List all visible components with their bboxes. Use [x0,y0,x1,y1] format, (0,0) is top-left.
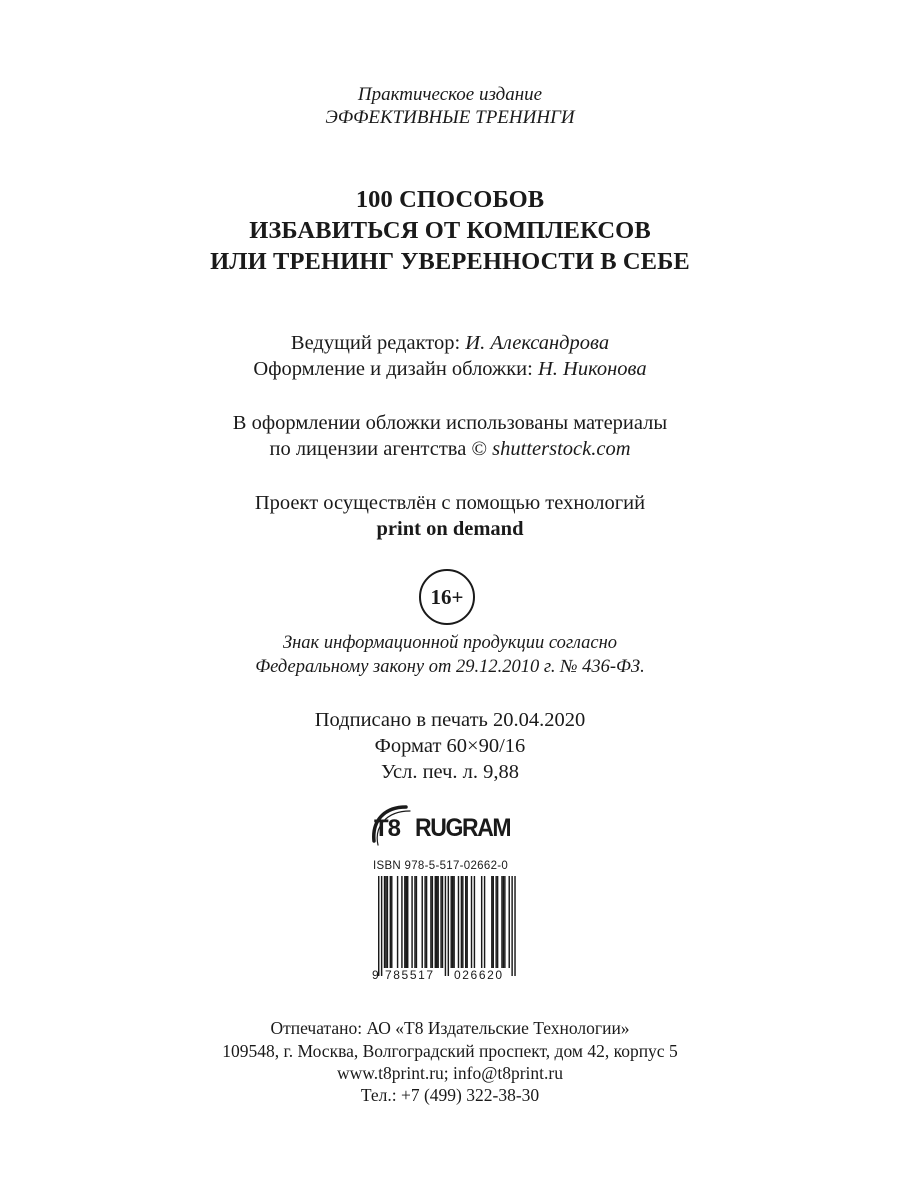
barcode-bar [471,876,472,968]
series-name: ЭФФЕКТИВНЫЕ ТРЕНИНГИ [325,107,575,128]
barcode-bar [511,876,512,976]
barcode-bar [437,876,438,968]
barcode-bar [466,876,467,968]
barcode-bar [503,876,504,968]
barcode-bar [435,876,436,968]
barcode-bar [493,876,494,968]
barcode-bar [462,876,463,968]
barcode-bar [407,876,408,968]
age-notice-line-1: Знак информационной продукции согласно [282,633,618,653]
format-info: Формат 60×90/16 [374,735,526,757]
barcode-bar [448,876,449,976]
imprint-printer: Отпечатано: АО «Т8 Издательские Технологии» [270,1018,630,1038]
license-source: shutterstock.com [492,438,631,460]
license-line-2 [0,438,900,461]
t8-rugram-logo [370,803,530,851]
license-line-1: В оформлении обложки использованы материалы [232,412,668,434]
barcode-bar [411,876,412,968]
isbn-barcode [378,876,528,980]
barcode-bar [484,876,485,968]
barcode-bar [451,876,452,968]
isbn-label: ISBN 978-5-517-02662-0 [373,860,509,872]
barcode-bar [495,876,496,968]
barcode-bar [391,876,392,968]
design-credit [0,358,900,381]
barcode-bar [390,876,391,968]
barcode-bar [430,876,431,968]
barcode-bar [436,876,437,968]
imprint-address: 109548, г. Москва, Волгоградский проспект, дом 42, корпус 5 [222,1041,678,1061]
barcode-bar [445,876,446,976]
project-line-2: print on demand [376,518,524,540]
design-label: Оформление и дизайн обложки: [253,358,533,380]
print-sheets: Усл. печ. л. 9,88 [380,761,520,783]
logo-mark: T8 [374,815,401,842]
barcode-bar [424,876,425,968]
book-title-line-3: ИЛИ ТРЕНИНГ УВЕРЕННОСТИ В СЕБЕ [210,248,690,275]
age-rating-badge: 16+ [419,569,475,625]
barcode-bar [385,876,386,968]
book-title-line-1: 100 СПОСОБОВ [355,186,545,213]
barcode-bar [384,876,385,968]
barcode-bar [404,876,405,968]
barcode-bar [440,876,441,968]
editor-label: Ведущий редактор: [290,332,461,354]
barcode-digit-first: 9 [372,968,381,982]
logo-name: RUGRAM [415,814,511,842]
barcode-bar [397,876,398,968]
imprint-phone: Тел.: +7 (499) 322-38-30 [360,1085,540,1105]
barcode-bar [381,876,382,976]
editor-name: И. Александрова [465,332,610,354]
barcode-bar [387,876,388,968]
barcode-bar [514,876,515,976]
barcode-digits-right: 026620 [454,968,504,982]
license-prefix: по лицензии агентства © [269,438,488,460]
age-notice-line-2: Федеральному закону от 29.12.2010 г. № 436-ФЗ. [255,657,645,677]
barcode-bar [401,876,402,968]
signed-date: Подписано в печать 20.04.2020 [314,709,586,731]
barcode-bar [422,876,423,968]
design-name: Н. Никонова [537,358,647,380]
editor-credit [0,332,900,355]
series-type: Практическое издание [357,84,543,105]
barcode-bar [481,876,482,968]
imprint-web: www.t8print.ru; info@t8print.ru [337,1063,563,1083]
barcode-bar [497,876,498,968]
barcode-bar [442,876,443,968]
barcode-bar [453,876,454,968]
barcode-bar [406,876,407,968]
project-line-1: Проект осуществлён с помощью технологий [254,492,646,514]
barcode-bar [509,876,510,968]
barcode-bar [474,876,475,968]
barcode-bar [504,876,505,968]
barcode-bar [458,876,459,968]
barcode-bar [416,876,417,968]
barcode-bar [461,876,462,968]
barcode-bar [426,876,427,968]
barcode-bar [501,876,502,968]
book-title-line-2: ИЗБАВИТЬСЯ ОТ КОМПЛЕКСОВ [249,217,651,244]
barcode-bar [414,876,415,968]
barcode-bar [465,876,466,968]
barcode-bar [452,876,453,968]
barcode-bar [432,876,433,968]
barcode-bar [378,876,379,976]
barcode-digits-left: 785517 [385,968,435,982]
barcode-bar [491,876,492,968]
